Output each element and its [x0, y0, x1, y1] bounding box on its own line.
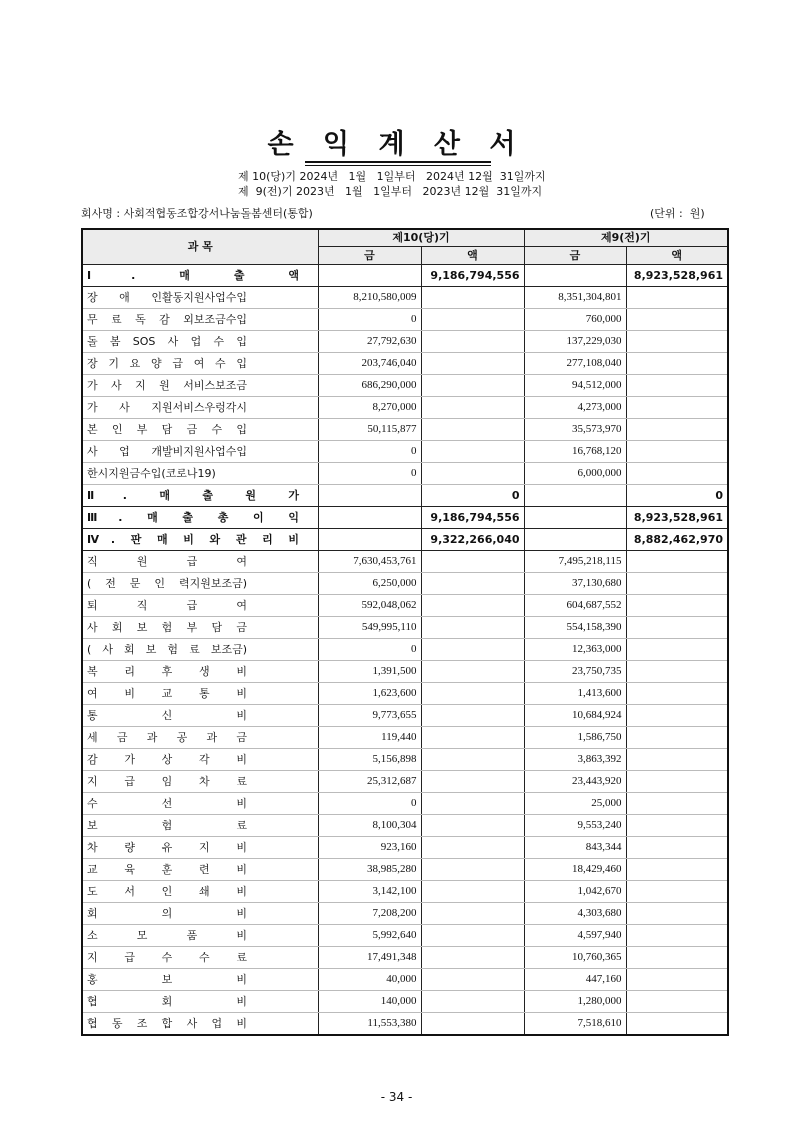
prior-amount-cell: 18,429,460 — [524, 859, 626, 881]
table-body — [82, 265, 728, 1036]
prior-total-cell — [626, 947, 728, 969]
item-name — [82, 353, 318, 375]
prior-amount-cell: 25,000 — [524, 793, 626, 815]
prior-amount-cell: 16,768,120 — [524, 441, 626, 463]
item-name-text: 한시지원금수입(코로나19) — [87, 467, 216, 480]
table-row — [82, 947, 728, 969]
section-name — [82, 507, 318, 529]
item-name-text: 회 의 비 — [87, 907, 247, 920]
current-amount-cell: 9,773,655 — [318, 705, 421, 727]
prior-amount-cell: 94,512,000 — [524, 375, 626, 397]
item-name — [82, 463, 318, 485]
item-name-text: ( 전 문 인 력지원보조금) — [87, 577, 247, 590]
table-row — [82, 331, 728, 353]
section-name — [82, 529, 318, 551]
item-name-text: 장 기 요 양 급 여 수 입 — [87, 357, 247, 370]
section-row — [82, 265, 728, 287]
current-detail-cell — [318, 485, 421, 507]
current-amount-cell: 0 — [318, 793, 421, 815]
current-total-cell — [421, 441, 524, 463]
prior-total-cell — [626, 837, 728, 859]
current-amount-cell: 7,630,453,761 — [318, 551, 421, 573]
item-name-text: 여 비 교 통 비 — [87, 687, 247, 700]
current-amount-cell: 8,210,580,009 — [318, 287, 421, 309]
prior-amount-cell: 1,042,670 — [524, 881, 626, 903]
current-amount-cell: 11,553,380 — [318, 1013, 421, 1036]
current-total-cell — [421, 837, 524, 859]
current-total-cell — [421, 793, 524, 815]
prior-total-cell — [626, 353, 728, 375]
item-name — [82, 309, 318, 331]
table-row — [82, 925, 728, 947]
current-amount-cell: 17,491,348 — [318, 947, 421, 969]
current-total-cell — [421, 749, 524, 771]
item-name — [82, 397, 318, 419]
prior-amount-cell: 137,229,030 — [524, 331, 626, 353]
item-name — [82, 859, 318, 881]
current-detail-cell — [318, 507, 421, 529]
item-name-text: ( 사 회 보 험 료 보조금) — [87, 643, 247, 656]
item-name — [82, 705, 318, 727]
current-total-cell — [421, 1013, 524, 1036]
prior-total-cell — [626, 815, 728, 837]
prior-total-cell — [626, 595, 728, 617]
prior-amount-cell: 1,413,600 — [524, 683, 626, 705]
current-amount-cell: 5,156,898 — [318, 749, 421, 771]
table-row — [82, 683, 728, 705]
item-name-text: 직 원 급 여 — [87, 555, 247, 568]
item-name — [82, 595, 318, 617]
prior-total-cell — [626, 573, 728, 595]
current-amount-cell: 3,142,100 — [318, 881, 421, 903]
item-name — [82, 925, 318, 947]
prior-total-cell — [626, 309, 728, 331]
current-amount-cell: 203,746,040 — [318, 353, 421, 375]
item-name-text: 지 급 수 수 료 — [87, 951, 247, 964]
prior-total-cell — [626, 331, 728, 353]
prior-total-cell — [626, 639, 728, 661]
current-detail-cell — [318, 529, 421, 551]
table-row — [82, 617, 728, 639]
current-total-cell — [421, 859, 524, 881]
prior-amount-cell: 12,363,000 — [524, 639, 626, 661]
table-row — [82, 419, 728, 441]
item-name — [82, 815, 318, 837]
income-statement-table — [81, 228, 729, 1036]
prior-total-cell — [626, 441, 728, 463]
prior-amount-cell: 1,280,000 — [524, 991, 626, 1013]
prior-total-cell — [626, 375, 728, 397]
prior-total-cell — [626, 749, 728, 771]
current-detail-cell — [318, 265, 421, 287]
prior-amount-cell: 277,108,040 — [524, 353, 626, 375]
item-name — [82, 793, 318, 815]
current-total-cell — [421, 881, 524, 903]
current-amount-cell: 0 — [318, 309, 421, 331]
header-current-period: 제10(당)기 — [318, 229, 524, 247]
prior-amount-cell: 8,351,304,801 — [524, 287, 626, 309]
item-name-text: 퇴 직 급 여 — [87, 599, 247, 612]
item-name — [82, 881, 318, 903]
item-name-text: 무 료 독 감 외보조금수입 — [87, 313, 247, 326]
prior-detail-cell — [524, 485, 626, 507]
item-name — [82, 771, 318, 793]
table-row — [82, 595, 728, 617]
current-total-cell — [421, 771, 524, 793]
prior-amount-cell: 843,344 — [524, 837, 626, 859]
item-name — [82, 727, 318, 749]
company-name: 회사명 : 사회적협동조합강서나눔돌봄센터(통합) — [81, 207, 313, 220]
table-row — [82, 727, 728, 749]
prior-total-cell — [626, 463, 728, 485]
prior-amount-cell: 1,586,750 — [524, 727, 626, 749]
table-row — [82, 969, 728, 991]
prior-total-cell: 8,923,528,961 — [626, 265, 728, 287]
section-name-text: Ⅲ. 매 출 총 이 익 — [87, 511, 299, 524]
current-amount-cell: 8,270,000 — [318, 397, 421, 419]
prior-detail-cell — [524, 265, 626, 287]
table-row — [82, 881, 728, 903]
prior-amount-cell: 35,573,970 — [524, 419, 626, 441]
current-total-cell — [421, 815, 524, 837]
current-amount-cell: 25,312,687 — [318, 771, 421, 793]
table-row — [82, 551, 728, 573]
item-name-text: 수 선 비 — [87, 797, 247, 810]
item-name-text: 복 리 후 생 비 — [87, 665, 247, 678]
item-name-text: 가 사 지 원 서비스보조금 — [87, 379, 247, 392]
header-amount-3: 금 — [524, 247, 626, 265]
title-underline-thin — [305, 165, 491, 166]
item-name-text: 사 회 보 험 부 담 금 — [87, 621, 247, 634]
section-name-text: Ⅰ. 매 출 액 — [87, 269, 299, 282]
table-row — [82, 771, 728, 793]
item-name — [82, 903, 318, 925]
prior-amount-cell: 7,495,218,115 — [524, 551, 626, 573]
prior-amount-cell: 554,158,390 — [524, 617, 626, 639]
current-amount-cell: 549,995,110 — [318, 617, 421, 639]
prior-amount-cell: 9,553,240 — [524, 815, 626, 837]
current-amount-cell: 140,000 — [318, 991, 421, 1013]
current-total-cell — [421, 925, 524, 947]
item-name-text: 교 육 훈 련 비 — [87, 863, 247, 876]
item-name — [82, 419, 318, 441]
item-name-text: 사 업 개발비지원사업수입 — [87, 445, 247, 458]
item-name-text: 소 모 품 비 — [87, 929, 247, 942]
prior-total-cell — [626, 617, 728, 639]
prior-total-cell — [626, 1013, 728, 1036]
item-name-text: 지 급 임 차 료 — [87, 775, 247, 788]
current-total-cell — [421, 463, 524, 485]
item-name-text: 감 가 상 각 비 — [87, 753, 247, 766]
item-name-text: 협 동 조 합 사 업 비 — [87, 1017, 247, 1030]
item-name-text: 돌 봄 SOS 사 업 수 입 — [87, 335, 247, 348]
header-amount-2: 액 — [421, 247, 524, 265]
current-total-cell: 9,186,794,556 — [421, 265, 524, 287]
current-total-cell — [421, 991, 524, 1013]
prior-total-cell: 8,882,462,970 — [626, 529, 728, 551]
current-amount-cell: 0 — [318, 463, 421, 485]
prior-total-cell — [626, 925, 728, 947]
current-total-cell — [421, 903, 524, 925]
item-name — [82, 1013, 318, 1036]
current-amount-cell: 0 — [318, 639, 421, 661]
header-prior-period: 제9(전)기 — [524, 229, 728, 247]
current-amount-cell: 50,115,877 — [318, 419, 421, 441]
current-total-cell — [421, 287, 524, 309]
header-subject: 과 목 — [82, 229, 318, 265]
current-total-cell — [421, 551, 524, 573]
item-name-text: 가 사 지원서비스우렁각시 — [87, 401, 247, 414]
section-row — [82, 529, 728, 551]
document-title: 손 익 계 산 서 — [267, 129, 526, 160]
prior-detail-cell — [524, 529, 626, 551]
prior-amount-cell: 760,000 — [524, 309, 626, 331]
current-amount-cell: 923,160 — [318, 837, 421, 859]
current-amount-cell: 592,048,062 — [318, 595, 421, 617]
item-name-text: 본 인 부 담 금 수 입 — [87, 423, 247, 436]
table-row — [82, 397, 728, 419]
item-name — [82, 331, 318, 353]
current-total-cell — [421, 969, 524, 991]
item-name — [82, 749, 318, 771]
current-amount-cell: 27,792,630 — [318, 331, 421, 353]
current-total-cell: 9,322,266,040 — [421, 529, 524, 551]
current-total-cell — [421, 617, 524, 639]
item-name-text: 통 신 비 — [87, 709, 247, 722]
current-amount-cell: 38,985,280 — [318, 859, 421, 881]
section-name — [82, 265, 318, 287]
item-name — [82, 617, 318, 639]
prior-detail-cell — [524, 507, 626, 529]
current-total-cell — [421, 639, 524, 661]
item-name — [82, 551, 318, 573]
table-row — [82, 661, 728, 683]
unit-label: (단위 : 원) — [650, 207, 705, 220]
prior-total-cell: 8,923,528,961 — [626, 507, 728, 529]
item-name-text: 도 서 인 쇄 비 — [87, 885, 247, 898]
item-name — [82, 947, 318, 969]
current-total-cell — [421, 375, 524, 397]
item-name-text: 장 애 인활동지원사업수입 — [87, 291, 247, 304]
prior-total-cell — [626, 991, 728, 1013]
prior-total-cell — [626, 727, 728, 749]
table-row — [82, 749, 728, 771]
prior-amount-cell: 10,760,365 — [524, 947, 626, 969]
table-row — [82, 353, 728, 375]
item-name-text: 홍 보 비 — [87, 973, 247, 986]
prior-total-cell — [626, 397, 728, 419]
current-amount-cell: 0 — [318, 441, 421, 463]
item-name — [82, 441, 318, 463]
current-total-cell — [421, 331, 524, 353]
current-amount-cell: 686,290,000 — [318, 375, 421, 397]
prior-amount-cell: 10,684,924 — [524, 705, 626, 727]
current-amount-cell: 8,100,304 — [318, 815, 421, 837]
item-name — [82, 837, 318, 859]
current-total-cell — [421, 309, 524, 331]
prior-total-cell — [626, 419, 728, 441]
table-row — [82, 837, 728, 859]
prior-amount-cell: 23,750,735 — [524, 661, 626, 683]
table-row — [82, 309, 728, 331]
item-name-text: 협 회 비 — [87, 995, 247, 1008]
table-row — [82, 573, 728, 595]
table-row — [82, 815, 728, 837]
table-row — [82, 705, 728, 727]
item-name — [82, 661, 318, 683]
table-header-row — [82, 229, 728, 247]
prior-total-cell — [626, 969, 728, 991]
current-total-cell — [421, 947, 524, 969]
prior-total-cell — [626, 705, 728, 727]
item-name — [82, 683, 318, 705]
current-total-cell — [421, 683, 524, 705]
prior-amount-cell: 4,597,940 — [524, 925, 626, 947]
table-row — [82, 991, 728, 1013]
prior-amount-cell: 4,303,680 — [524, 903, 626, 925]
table-row — [82, 375, 728, 397]
table-row — [82, 1013, 728, 1036]
prior-amount-cell: 6,000,000 — [524, 463, 626, 485]
current-total-cell — [421, 595, 524, 617]
item-name — [82, 639, 318, 661]
current-amount-cell: 5,992,640 — [318, 925, 421, 947]
table-row — [82, 903, 728, 925]
prior-amount-cell: 447,160 — [524, 969, 626, 991]
current-total-cell — [421, 573, 524, 595]
current-total-cell — [421, 705, 524, 727]
table-row — [82, 463, 728, 485]
prior-total-cell — [626, 903, 728, 925]
page-number: - 34 - — [380, 1090, 413, 1104]
prior-amount-cell: 3,863,392 — [524, 749, 626, 771]
current-total-cell — [421, 397, 524, 419]
table-row — [82, 859, 728, 881]
prior-amount-cell: 4,273,000 — [524, 397, 626, 419]
prior-total-cell — [626, 881, 728, 903]
section-row — [82, 507, 728, 529]
item-name — [82, 969, 318, 991]
current-amount-cell: 119,440 — [318, 727, 421, 749]
current-amount-cell: 1,623,600 — [318, 683, 421, 705]
header-amount-1: 금 — [318, 247, 421, 265]
period-current: 제 10(당)기 2024년 1월 1일부터 2024년 12월 31일까지 — [238, 170, 546, 183]
prior-total-cell — [626, 551, 728, 573]
prior-total-cell — [626, 859, 728, 881]
current-total-cell: 0 — [421, 485, 524, 507]
item-name-text: 차 량 유 지 비 — [87, 841, 247, 854]
current-total-cell — [421, 353, 524, 375]
prior-total-cell — [626, 793, 728, 815]
current-amount-cell: 40,000 — [318, 969, 421, 991]
current-total-cell — [421, 661, 524, 683]
table-row — [82, 287, 728, 309]
current-total-cell — [421, 419, 524, 441]
current-amount-cell: 1,391,500 — [318, 661, 421, 683]
current-total-cell: 9,186,794,556 — [421, 507, 524, 529]
section-name-text: Ⅳ. 판 매 비 와 관 리 비 — [87, 533, 299, 546]
item-name-text: 세 금 과 공 과 금 — [87, 731, 247, 744]
section-name — [82, 485, 318, 507]
item-name-text: 보 험 료 — [87, 819, 247, 832]
header-amount-4: 액 — [626, 247, 728, 265]
prior-total-cell — [626, 683, 728, 705]
prior-amount-cell: 604,687,552 — [524, 595, 626, 617]
current-amount-cell: 7,208,200 — [318, 903, 421, 925]
section-name-text: Ⅱ. 매 출 원 가 — [87, 489, 299, 502]
prior-total-cell: 0 — [626, 485, 728, 507]
prior-total-cell — [626, 661, 728, 683]
item-name — [82, 991, 318, 1013]
prior-amount-cell: 37,130,680 — [524, 573, 626, 595]
title-underline — [305, 161, 491, 163]
current-total-cell — [421, 727, 524, 749]
prior-total-cell — [626, 287, 728, 309]
item-name — [82, 287, 318, 309]
table-row — [82, 441, 728, 463]
table-row — [82, 639, 728, 661]
item-name — [82, 573, 318, 595]
table-row — [82, 793, 728, 815]
period-prior: 제 9(전)기 2023년 1월 1일부터 2023년 12월 31일까지 — [238, 185, 543, 198]
prior-amount-cell: 23,443,920 — [524, 771, 626, 793]
prior-total-cell — [626, 771, 728, 793]
current-amount-cell: 6,250,000 — [318, 573, 421, 595]
item-name — [82, 375, 318, 397]
section-row — [82, 485, 728, 507]
prior-amount-cell: 7,518,610 — [524, 1013, 626, 1036]
